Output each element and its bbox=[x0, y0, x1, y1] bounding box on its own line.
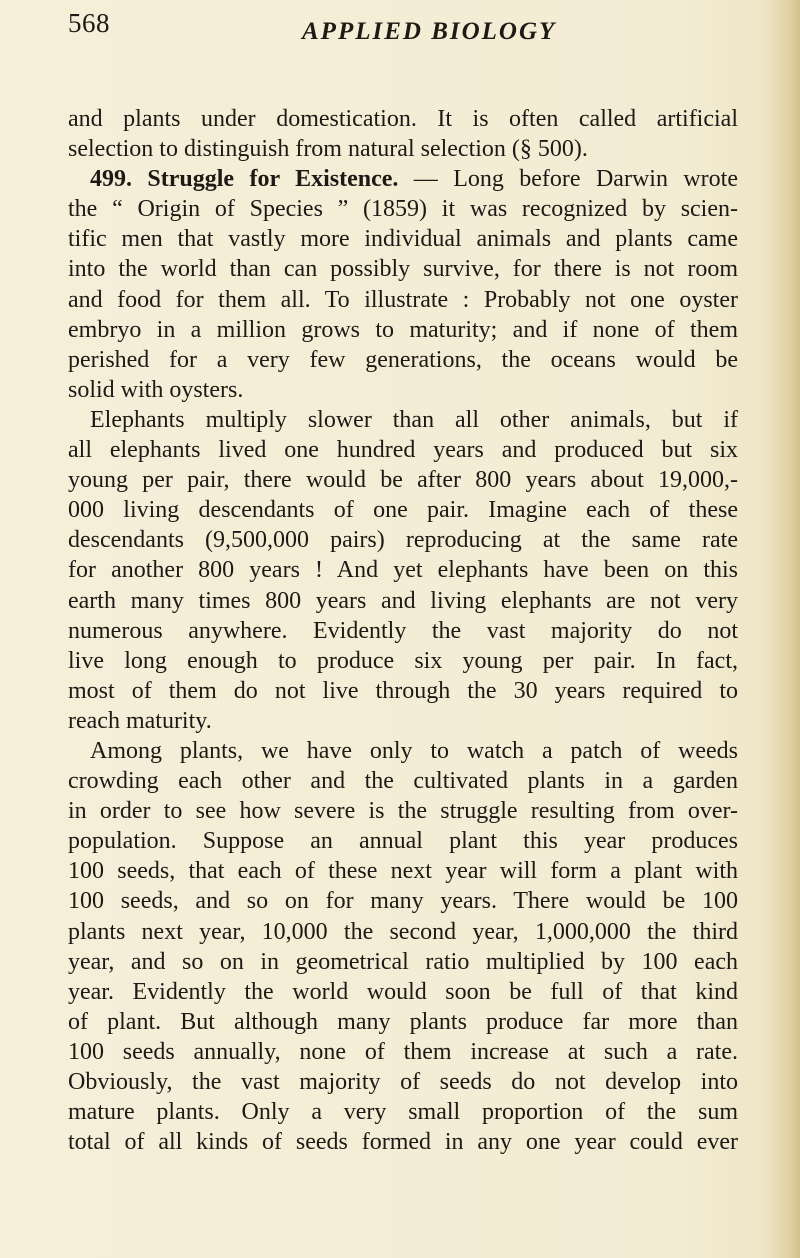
text-line: and food for them all. To illustrate : Probably not one oyster bbox=[68, 286, 738, 313]
text-line: into the world than can possibly survive, for there is not room bbox=[68, 256, 738, 283]
paragraph-start-line: Among plants, we have only to watch a patch of weeds bbox=[90, 737, 738, 764]
text-line: descendants (9,500,000 pairs) reproducing at the same rate bbox=[68, 527, 738, 554]
text-line: year. Evidently the world would soon be full of that kind bbox=[68, 978, 738, 1005]
text-line: numerous anywhere. Evidently the vast majority do not bbox=[68, 617, 738, 644]
text-line: Obviously, the vast majority of seeds do not develop into bbox=[68, 1069, 738, 1095]
text-line: most of them do not live through the 30 years required to bbox=[68, 677, 738, 704]
body-text bbox=[68, 104, 738, 1157]
text-line: of plant. But although many plants produce far more than bbox=[68, 1008, 738, 1035]
text-line: 100 seeds, that each of these next year will form a plant with bbox=[68, 858, 738, 885]
text-line: the “ Origin of Species ” (1859) it was recognized by scien- bbox=[68, 196, 738, 223]
text-line: young per pair, there would be after 800 years about 19,000,- bbox=[68, 467, 738, 494]
text-line: embryo in a million grows to maturity; and if none of them bbox=[68, 316, 738, 343]
page-edge-shading bbox=[762, 0, 800, 1258]
page-number: 568 bbox=[68, 8, 110, 38]
text-line: reach maturity. bbox=[68, 707, 212, 734]
text-line: population. Suppose an annual plant this year produces bbox=[68, 828, 738, 855]
text-line: 100 seeds annually, none of them increase at such a rate. bbox=[68, 1038, 738, 1065]
section-heading-rest: — Long before Darwin wrote bbox=[398, 166, 738, 193]
text-line: plants next year, 10,000 the second year, 1,000,000 the third bbox=[68, 918, 738, 945]
section-heading-line bbox=[68, 164, 738, 194]
text-line: all elephants lived one hundred years and produced but six bbox=[68, 437, 738, 464]
paragraph-start-line: Elephants multiply slower than all other animals, but if bbox=[90, 406, 738, 433]
text-line: selection to distinguish from natural selection (§ 500). bbox=[68, 136, 588, 163]
text-line: 000 living descendants of one pair. Imagine each of these bbox=[68, 497, 738, 524]
text-line: live long enough to produce six young per pair. In fact, bbox=[68, 647, 738, 674]
page-header bbox=[68, 8, 748, 48]
text-line: earth many times 800 years and living elephants are not very bbox=[68, 587, 738, 614]
text-line: crowding each other and the cultivated plants in a garden bbox=[68, 768, 738, 795]
text-line: total of all kinds of seeds formed in any one year could ever bbox=[68, 1129, 738, 1156]
text-line: mature plants. Only a very small proportion of the sum bbox=[68, 1099, 738, 1126]
text-line: 100 seeds, and so on for many years. There would be 100 bbox=[68, 888, 738, 915]
text-line: for another 800 years ! And yet elephants have been on this bbox=[68, 557, 738, 584]
text-line: year, and so on in geometrical ratio multiplied by 100 each bbox=[68, 948, 738, 975]
section-number: 499. bbox=[90, 166, 132, 193]
text-line: and plants under domestication. It is often called artificial bbox=[68, 106, 738, 132]
section-title: Struggle for Existence. bbox=[147, 166, 399, 193]
text-line: solid with oysters. bbox=[68, 376, 244, 403]
text-line: tific men that vastly more individual animals and plants came bbox=[68, 226, 738, 253]
running-title: APPLIED BIOLOGY bbox=[302, 18, 557, 45]
text-line: perished for a very few generations, the oceans would be bbox=[68, 346, 738, 373]
text-line: in order to see how severe is the struggle resulting from over- bbox=[68, 798, 738, 825]
